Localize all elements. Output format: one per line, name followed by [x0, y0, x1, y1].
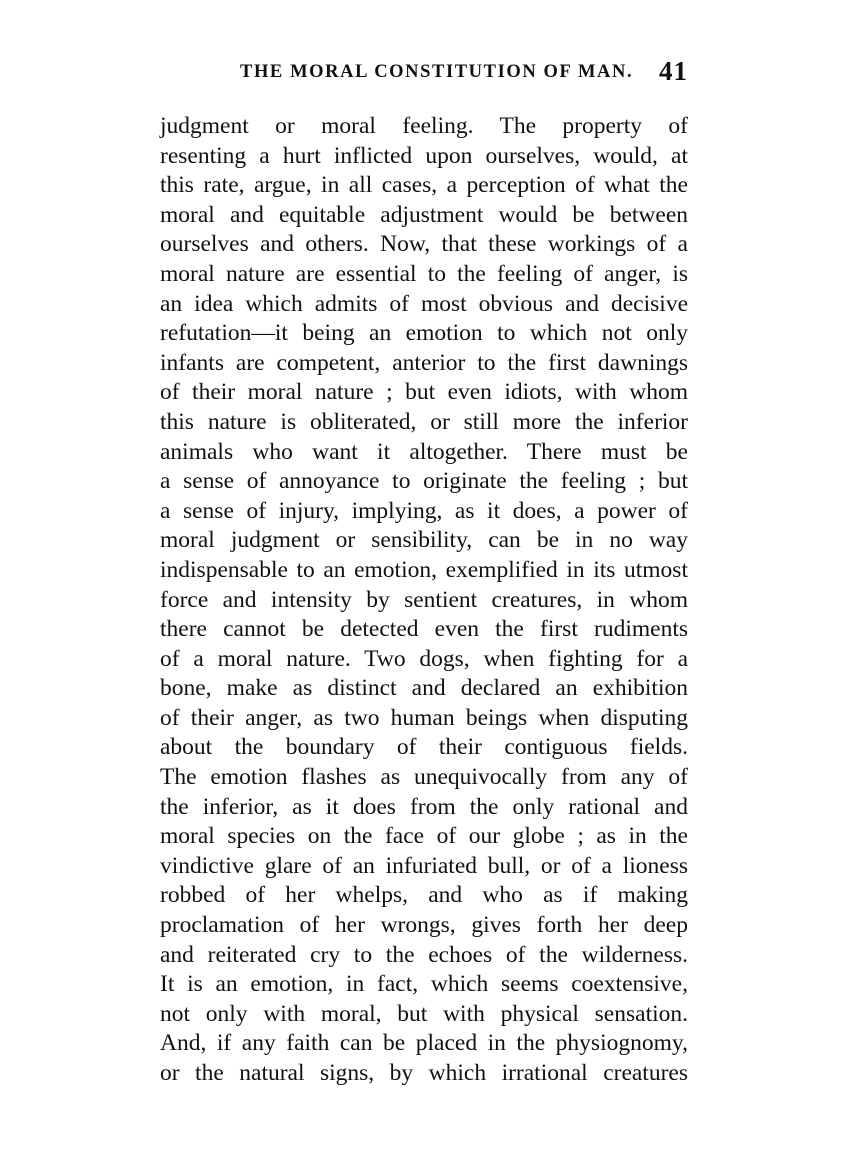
text-line: force and intensity by sentient creatures, in whom [160, 586, 688, 613]
text-line: ourselves and others. Now, that these workings of a [160, 231, 688, 258]
running-header [160, 56, 688, 96]
text-line: about the boundary of their contiguous fields. [160, 734, 688, 761]
text-line: It is an emotion, in fact, which seems coextensive, [160, 971, 688, 998]
text-line: of their moral nature ; but even idiots, with whom [160, 379, 688, 406]
text-line: moral and equitable adjustment would be between [160, 201, 688, 228]
text-line: an idea which admits of most obvious and decisive [160, 290, 688, 317]
text-line: indispensable to an emotion, exemplified in its utmost [160, 556, 688, 583]
text-line: refutation—it being an emotion to which not only [160, 320, 688, 347]
text-line: moral species on the face of our globe ; as in the [160, 823, 688, 850]
text-line: moral judgment or sensibility, can be in no way [160, 527, 688, 554]
text-line: a sense of injury, implying, as it does, a power of [160, 497, 688, 524]
text-line: proclamation of her wrongs, gives forth her deep [160, 912, 688, 939]
text-line: moral nature are essential to the feeling of anger, is [160, 260, 688, 287]
text-line: and reiterated cry to the echoes of the wilderness. [160, 941, 688, 968]
text-line: the inferior, as it does from the only rational and [160, 793, 688, 820]
text-line: not only with moral, but with physical sensation. [160, 1000, 688, 1027]
text-line: judgment or moral feeling. The property of [160, 113, 688, 139]
body-text [160, 112, 688, 1089]
page-number: 41 [659, 56, 688, 86]
text-line: this nature is obliterated, or still more the inferior [160, 408, 688, 435]
text-line: of a moral nature. Two dogs, when fighting for a [160, 645, 688, 672]
text-line: this rate, argue, in all cases, a perception of what the [160, 172, 688, 199]
text-line: there cannot be detected even the first rudiments [160, 616, 688, 643]
text-line: infants are competent, anterior to the first dawnings [160, 349, 688, 376]
text-line: resenting a hurt inflicted upon ourselves, would, at [160, 142, 688, 169]
text-line: robbed of her whelps, and who as if making [160, 882, 688, 909]
text-line: And, if any faith can be placed in the physiognomy, [160, 1030, 688, 1057]
text-line: animals who want it altogether. There must be [160, 438, 688, 465]
text-line: a sense of annoyance to originate the feeling ; but [160, 468, 688, 495]
text-line: The emotion flashes as unequivocally from any of [160, 764, 688, 791]
text-line: bone, make as distinct and declared an exhibition [160, 675, 688, 702]
text-line: vindictive glare of an infuriated bull, or of a lioness [160, 852, 688, 879]
text-line: of their anger, as two human beings when disputing [160, 704, 688, 731]
text-line: or the natural signs, by which irrational creatures [160, 1060, 688, 1086]
running-title: THE MORAL CONSTITUTION OF MAN. [240, 62, 634, 82]
